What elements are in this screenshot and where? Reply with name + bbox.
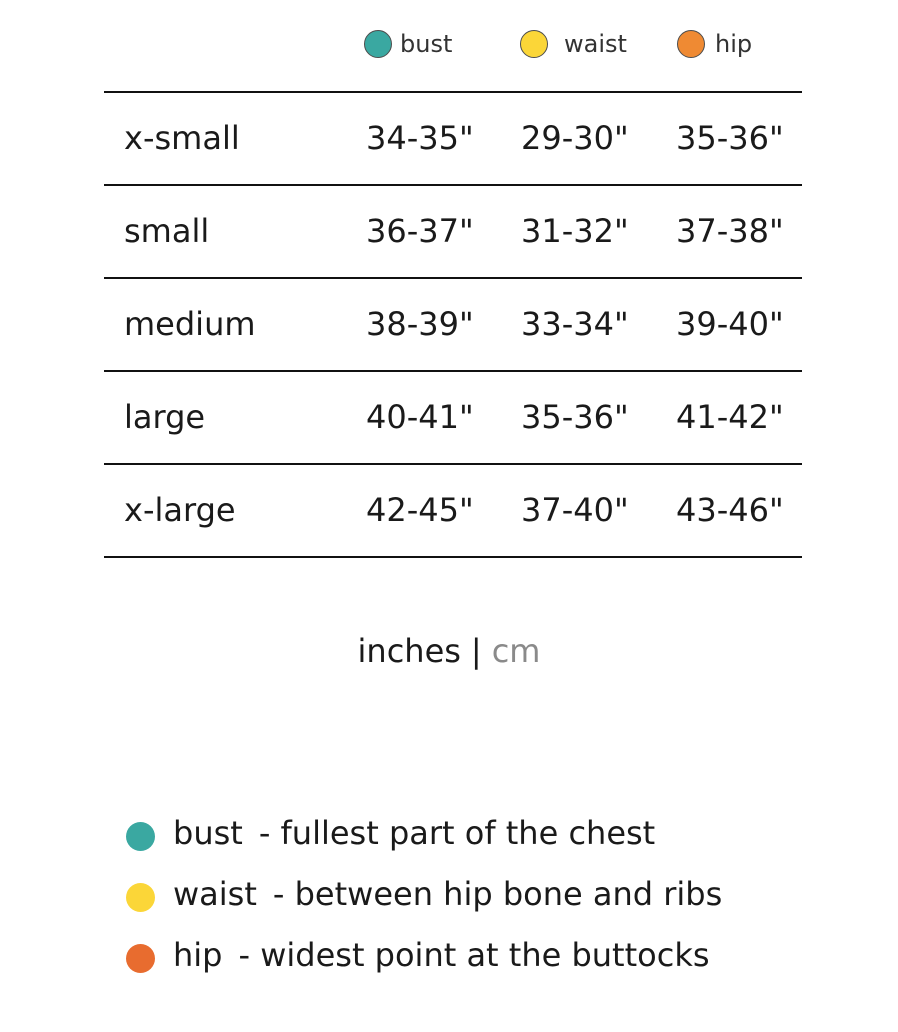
header-bust [364,30,452,58]
hip-value: 41-42" [676,398,784,436]
bust-value: 42-45" [366,491,474,529]
cm-option[interactable]: cm [491,632,541,670]
waist-value: 37-40" [521,491,629,529]
header-bust-label: bust [400,30,453,58]
table-row [104,463,802,558]
waist-value: 31-32" [521,212,629,250]
size-label: x-small [124,119,240,157]
bust-value: 38-39" [366,305,474,343]
size-label: x-large [124,491,236,529]
legend-item-bust [126,814,866,875]
hip-value: 35-36" [676,119,784,157]
header-hip-label: hip [715,30,753,58]
hip-value: 43-46" [676,491,784,529]
bust-value: 36-37" [366,212,474,250]
orange-dot-icon [677,30,705,58]
orange-dot-icon [126,944,155,973]
header-waist-label: waist [564,30,627,58]
legend-name: waist [173,875,257,913]
waist-value: 33-34" [521,305,629,343]
yellow-dot-icon [520,30,548,58]
unit-separator: | [470,632,482,670]
legend-item-hip [126,936,866,997]
table-row [104,184,802,277]
legend-description: - between hip bone and ribs [272,875,723,913]
bust-value: 40-41" [366,398,474,436]
legend-name: bust [173,814,243,852]
size-label: medium [124,305,256,343]
teal-dot-icon [364,30,392,58]
yellow-dot-icon [126,883,155,912]
column-header [0,30,898,70]
legend-description: - widest point at the buttocks [238,936,710,974]
table-row [104,91,802,184]
measurement-legend [126,814,866,997]
unit-toggle [0,632,898,670]
hip-value: 37-38" [676,212,784,250]
waist-value: 35-36" [521,398,629,436]
legend-name: hip [173,936,223,974]
size-label: small [124,212,210,250]
size-table [104,91,802,558]
legend-item-waist [126,875,866,936]
legend-description: - fullest part of the chest [258,814,656,852]
waist-value: 29-30" [521,119,629,157]
size-label: large [124,398,206,436]
inches-option[interactable]: inches [357,632,461,670]
table-row [104,370,802,463]
header-hip [677,30,752,58]
teal-dot-icon [126,822,155,851]
hip-value: 39-40" [676,305,784,343]
bust-value: 34-35" [366,119,474,157]
header-waist [520,30,627,58]
table-row [104,277,802,370]
